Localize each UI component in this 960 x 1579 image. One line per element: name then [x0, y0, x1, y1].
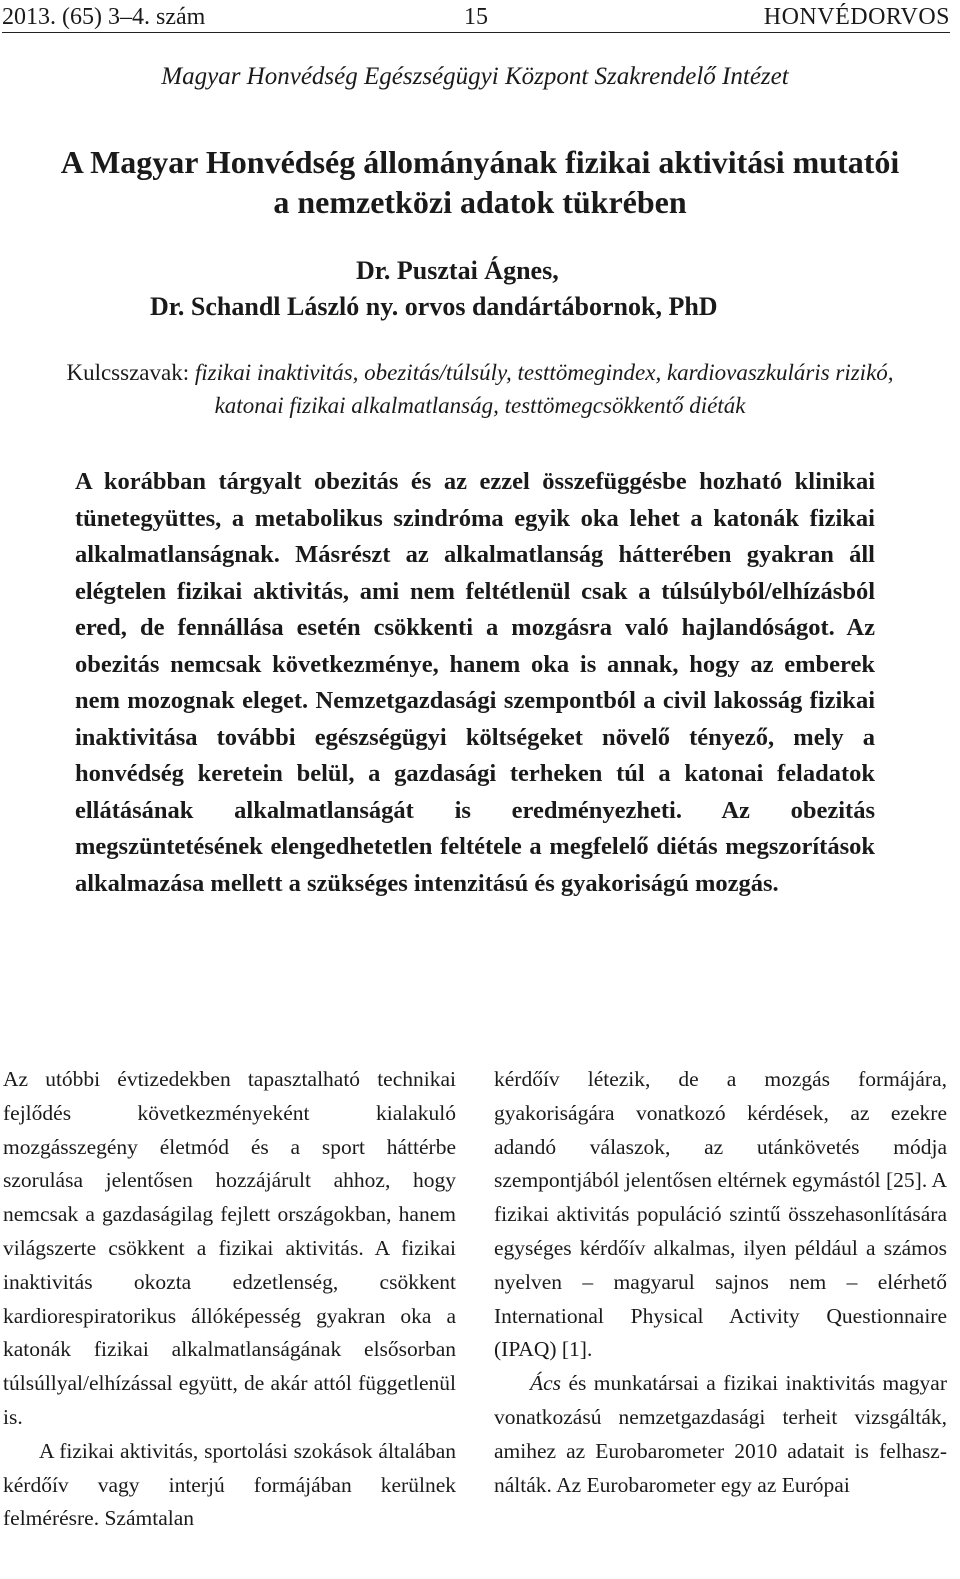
authors [150, 253, 718, 325]
author-name: Ács [530, 1371, 562, 1396]
abstract: A korábban tárgyalt obezitás és az ezzel összefüggésbe hozható klinikai tünetegyüttes, a metabolikus szindróma egyik oka lehet a katonák fizikai alkalmatlanságnak. Másrészt az alkalmatlanság hátterében gyakran áll elégtelen fizikai aktivitás, ami nem feltétlenül csak a túlsúlyból/elhízásból ered, de fennállása esetén csökkenti a mozgásra való hajlandóságot. Az obezitás nemcsak következménye, hanem oka is annak, hogy az emberek nem mozognak eleget. Nemzetgazdasági szempontból a civil lakosság fizikai inaktivitása további egészségügyi költségeket növelő tényező, mely a honvédség keretein belül, a gazdasági terheken túl a katonai feladatok ellátásának alkalmatlanságát is eredményezheti. Az obezitás megszüntetésének elengedhetetlen feltétele a megfelelő diétás megszorítások alkalmazása mellett a szükséges intenzitású és gyakoriságú mozgás. [75, 468, 875, 897]
title-line-1: A Magyar Honvédség állományának fizikai aktivitási mutatói [60, 144, 900, 180]
paragraph-text: és munkatársai a fizikai inaktivitás magyar vonatkozású nemzetgazdasági terheit vizsgálták, amihez az Eurobarometer 2010 adatait is felhasználták. Az Eurobarometer egy az Európai [494, 1371, 947, 1497]
body-column-right [494, 1063, 947, 1568]
issue-info: 2013. (65) 3–4. szám [2, 4, 206, 30]
journal-name: HONVÉDORVOS [763, 4, 950, 30]
keywords-label: Kulcsszavak: [66, 360, 195, 385]
running-header [2, 2, 950, 33]
paragraph: kérdőív létezik, de a mozgás formájára, gyakoriságára vonatkozó kérdések, az ezekre adandó válaszok, az utánkövetés módja szempontjából jelentősen eltérnek egymástól [25]. A fizikai aktivitás populáció szintű összehasonlítására egységes kérdőív alkalmas, ilyen például a számos nyelven – magyarul sajnos nem – elérhető International Physical Activity Questionnaire (IPAQ) [1]. [494, 1067, 947, 1362]
author-line-1: Dr. Pusztai Ágnes, [356, 256, 559, 285]
title-line-2: a nemzetközi adatok tükrében [273, 184, 687, 220]
body-column-left [3, 1063, 456, 1568]
paragraph [494, 1367, 947, 1502]
keywords-text: fizikai inaktivitás, obezitás/túlsúly, testtömegindex, kardiovaszkuláris rizikó, katonai fizikai alkalmatlanság, testtömegcsökkentő diéták [194, 360, 894, 418]
paragraph: A fizikai aktivitás, sportolási szokások általában kérdőív vagy interjú formájában kerülnek felmérésre. Számtalan [3, 1438, 456, 1531]
page-number: 15 [464, 4, 488, 30]
article-title [0, 142, 960, 222]
author-line-2: Dr. Schandl László ny. orvos dandártábornok, PhD [150, 292, 718, 321]
keywords [30, 356, 930, 422]
paragraph: Az utóbbi évtizedekben tapasztalható technikai fejlődés következményeként kialakuló mozgásszegény életmód és a sport háttérbe szorulása jelentősen hozzájárult ahhoz, hogy nemcsak a gazdaságilag fejlett országokban, hanem világszerte csökkent a fizikai aktivitás. A fizikai inaktivitás okozta edzetlenség, csökkent kardiorespiratorikus állóképesség gyakran oka a katonák fizikai alkalmatlanságának elsősorban túlsúllyal/elhízással együtt, de akár attól függetlenül is. [3, 1067, 456, 1429]
institution: Magyar Honvédség Egészségügyi Központ Szakrendelő Intézet [161, 63, 789, 90]
